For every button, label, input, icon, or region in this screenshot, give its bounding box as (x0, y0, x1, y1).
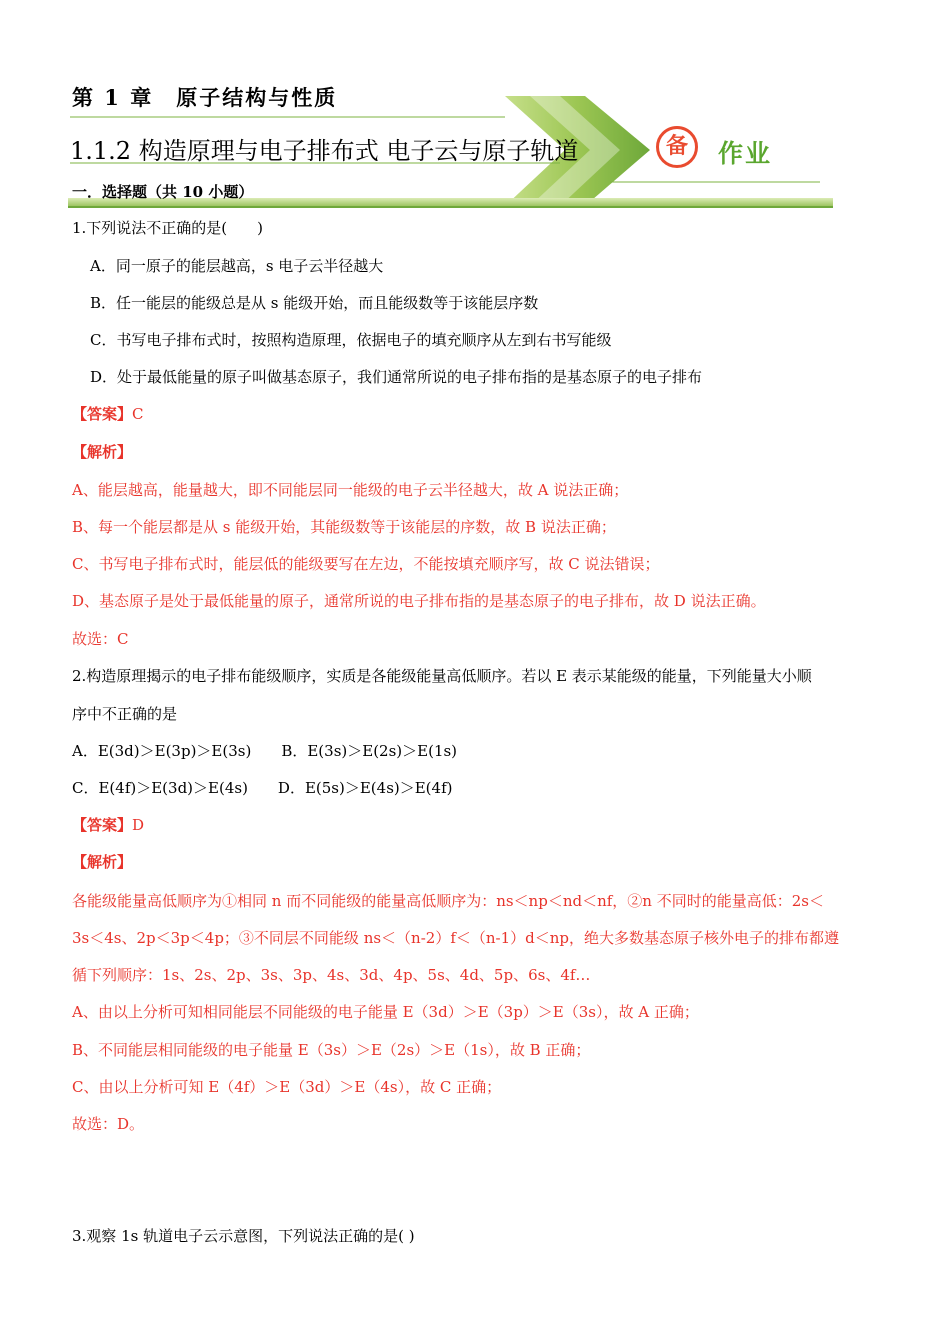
chapter-title: 第 1 章 原子结构与性质 (72, 85, 338, 110)
q1-option-b: B．任一能层的能级总是从 s 能级开始，而且能级数等于该能层序数 (90, 294, 539, 312)
q2-analysis-line3: 循下列顺序：1s、2s、2p、3s、3p、4s、3d、4p、5s、4d、5p、6s、4f… (72, 966, 591, 984)
q2-analysis-a: A、由以上分析可知相同能层不同能级的电子能量 E（3d）＞E（3p）＞E（3s），故 A 正确； (72, 1003, 699, 1021)
q2-stem-line2: 序中不正确的是 (72, 705, 178, 723)
q1-analysis-a: A、能层越高，能量越大，即不同能层同一能级的电子云半径越大，故 A 说法正确； (72, 481, 629, 499)
q1-option-a: A．同一原子的能层越高，s 电子云半径越大 (90, 257, 384, 275)
answer-tag: 【答案】 (72, 816, 133, 834)
lesson-title: 1.1.2 构造原理与电子排布式 电子云与原子轨道 (70, 137, 579, 165)
bei-badge-icon: 备 (656, 126, 698, 168)
q2-analysis-line2: 3s＜4s、2p＜3p＜4p；③不同层不同能级 ns＜（n-2）f＜（n-1）d＜np，绝大多数基态原子核外电子的排布都遵 (72, 929, 840, 947)
answer-value: C (132, 405, 144, 423)
q2-analysis-choice: 故选：D。 (72, 1115, 145, 1133)
q2-analysis-line1: 各能级能量高低顺序为①相同 n 而不同能级的能量高低顺序为：ns＜np＜nd＜nf，②n 不同时的能量高低：2s＜ (72, 892, 824, 910)
q1-analysis-tag: 【解析】 (72, 443, 133, 461)
q1-analysis-b: B、每一个能层都是从 s 能级开始，其能级数等于该能层的序数，故 B 说法正确； (72, 518, 616, 536)
q1-stem: 1.下列说法不正确的是( ) (72, 219, 264, 237)
q1-option-c: C．书写电子排布式时，按照构造原理，依据电子的填充顺序从左到右书写能级 (90, 331, 612, 349)
q1-analysis-c: C、书写电子排布式时，能层低的能级要写在左边，不能按填充顺序写，故 C 说法错误； (72, 555, 660, 573)
q2-options-row1: A．E(3d)＞E(3p)＞E(3s) B．E(3s)＞E(2s)＞E(1s) (72, 742, 458, 760)
q1-analysis-choice: 故选：C (72, 630, 129, 648)
q1-answer (72, 404, 144, 424)
answer-value: D (132, 816, 145, 834)
q2-analysis-tag: 【解析】 (72, 853, 133, 871)
q2-options-row2: C．E(4f)＞E(3d)＞E(4s) D．E(5s)＞E(4s)＞E(4f) (72, 779, 453, 797)
section-heading: 一．选择题（共 10 小题） (72, 183, 254, 201)
q1-analysis-d: D、基态原子是处于最低能量的原子，通常所说的电子排布指的是基态原子的电子排布，故 D 说法正确。 (72, 592, 766, 610)
q2-analysis-c: C、由以上分析可知 E（4f）＞E（3d）＞E（4s），故 C 正确； (72, 1078, 502, 1096)
answer-tag: 【答案】 (72, 405, 133, 423)
q2-answer (72, 815, 144, 835)
homework-label: 作业 (718, 139, 773, 168)
q3-stem: 3.观察 1s 轨道电子云示意图，下列说法正确的是( ) (72, 1227, 415, 1245)
q2-analysis-b: B、不同能层相同能级的电子能量 E（3s）＞E（2s）＞E（1s），故 B 正确； (72, 1041, 591, 1059)
q2-stem-line1: 2.构造原理揭示的电子排布能级顺序，实质是各能级能量高低顺序。若以 E 表示某能级的能量，下列能量大小顺 (72, 667, 812, 685)
q1-option-d: D．处于最低能量的原子叫做基态原子，我们通常所说的电子排布指的是基态原子的电子排布 (90, 368, 703, 386)
